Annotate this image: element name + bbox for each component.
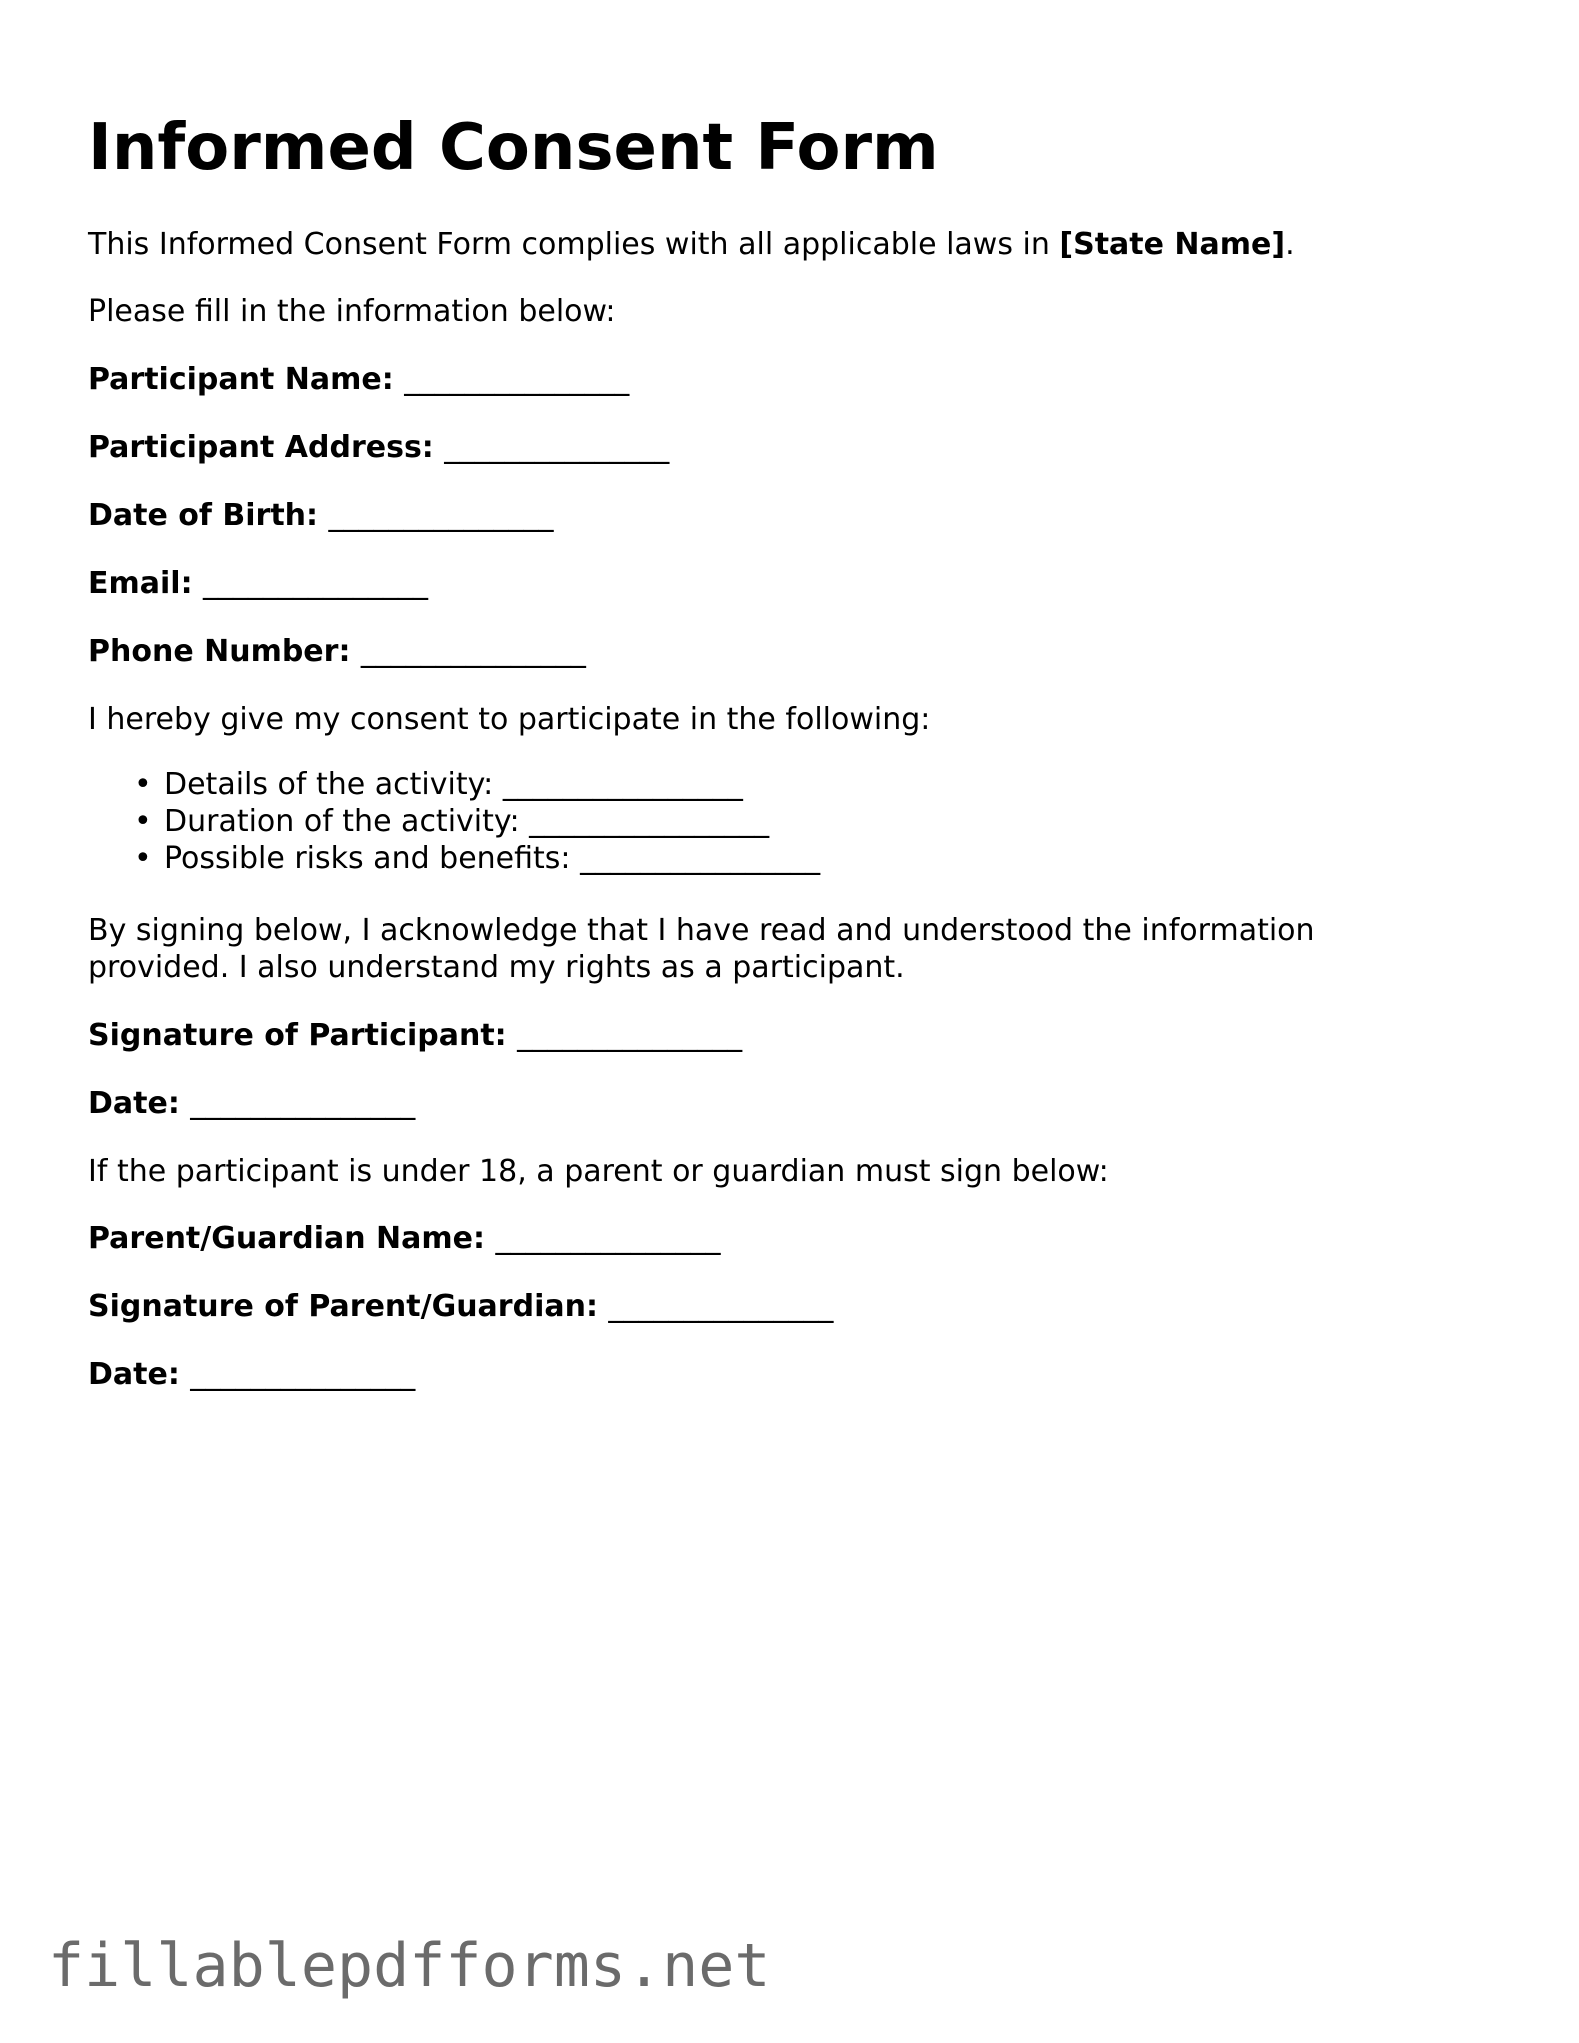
phone-number-field <box>88 633 586 670</box>
consent-item-blank[interactable]: ________________ <box>580 841 821 876</box>
consent-item-blank[interactable]: ________________ <box>502 767 743 802</box>
participant-address-label: Participant Address: <box>88 430 434 465</box>
guardian-date-blank[interactable]: _______________ <box>190 1357 416 1392</box>
guardian-name-label: Parent/Guardian Name: <box>88 1221 486 1256</box>
participant-signature-label: Signature of Participant: <box>88 1018 507 1053</box>
bullet-icon: • <box>134 841 152 876</box>
guardian-signature-blank[interactable]: _______________ <box>608 1289 834 1324</box>
bullet-icon: • <box>134 767 152 802</box>
participant-address-field <box>88 429 669 466</box>
participant-signature-blank[interactable]: _______________ <box>517 1018 743 1053</box>
consent-item-label: Possible risks and benefits: <box>164 841 571 876</box>
consent-item-blank[interactable]: ________________ <box>529 804 770 839</box>
guardian-signature-label: Signature of Parent/Guardian: <box>88 1289 598 1324</box>
participant-date-blank[interactable]: _______________ <box>190 1086 416 1121</box>
guardian-name-field <box>88 1220 720 1257</box>
fill-prompt: Please fill in the information below: <box>88 294 616 329</box>
state-name-placeholder: [State Name] <box>1059 227 1286 262</box>
participant-date-label: Date: <box>88 1086 180 1121</box>
acknowledgement-line-1: By signing below, I acknowledge that I have read and understood the information <box>88 913 1315 948</box>
participant-name-label: Participant Name: <box>88 362 394 397</box>
participant-name-field <box>88 361 629 398</box>
consent-item-label: Duration of the activity: <box>164 804 520 839</box>
phone-number-label: Phone Number: <box>88 634 351 669</box>
participant-signature-field <box>88 1017 742 1054</box>
intro-paragraph <box>88 226 1295 263</box>
consent-item-risks <box>134 840 821 877</box>
bullet-icon: • <box>134 804 152 839</box>
guardian-name-blank[interactable]: _______________ <box>495 1221 721 1256</box>
participant-date-field <box>88 1085 415 1122</box>
date-of-birth-field <box>88 497 553 534</box>
guardian-date-label: Date: <box>88 1357 180 1392</box>
date-of-birth-label: Date of Birth: <box>88 498 319 533</box>
guardian-signature-field <box>88 1288 833 1325</box>
phone-number-blank[interactable]: _______________ <box>360 634 586 669</box>
consent-item-details <box>134 766 820 803</box>
consent-item-label: Details of the activity: <box>164 767 494 802</box>
intro-period: . <box>1285 227 1295 262</box>
email-field <box>88 565 428 602</box>
acknowledgement-line-2: provided. I also understand my rights as a participant. <box>88 950 905 985</box>
consent-item-duration <box>134 803 820 840</box>
guardian-date-field <box>88 1356 415 1393</box>
participant-name-blank[interactable]: _______________ <box>404 362 630 397</box>
consent-statement: I hereby give my consent to participate in the following: <box>88 702 931 737</box>
minor-notice: If the participant is under 18, a parent or guardian must sign below: <box>88 1154 1109 1189</box>
page-title: Informed Consent Form <box>88 111 939 185</box>
participant-address-blank[interactable]: _______________ <box>444 430 670 465</box>
email-blank[interactable]: _______________ <box>203 566 429 601</box>
date-of-birth-blank[interactable]: _______________ <box>328 498 554 533</box>
intro-text: This Informed Consent Form complies with all applicable laws in <box>88 227 1060 262</box>
consent-items-list <box>88 766 820 877</box>
email-label: Email: <box>88 566 193 601</box>
site-watermark: fillablepdfforms.net <box>48 1931 771 2001</box>
